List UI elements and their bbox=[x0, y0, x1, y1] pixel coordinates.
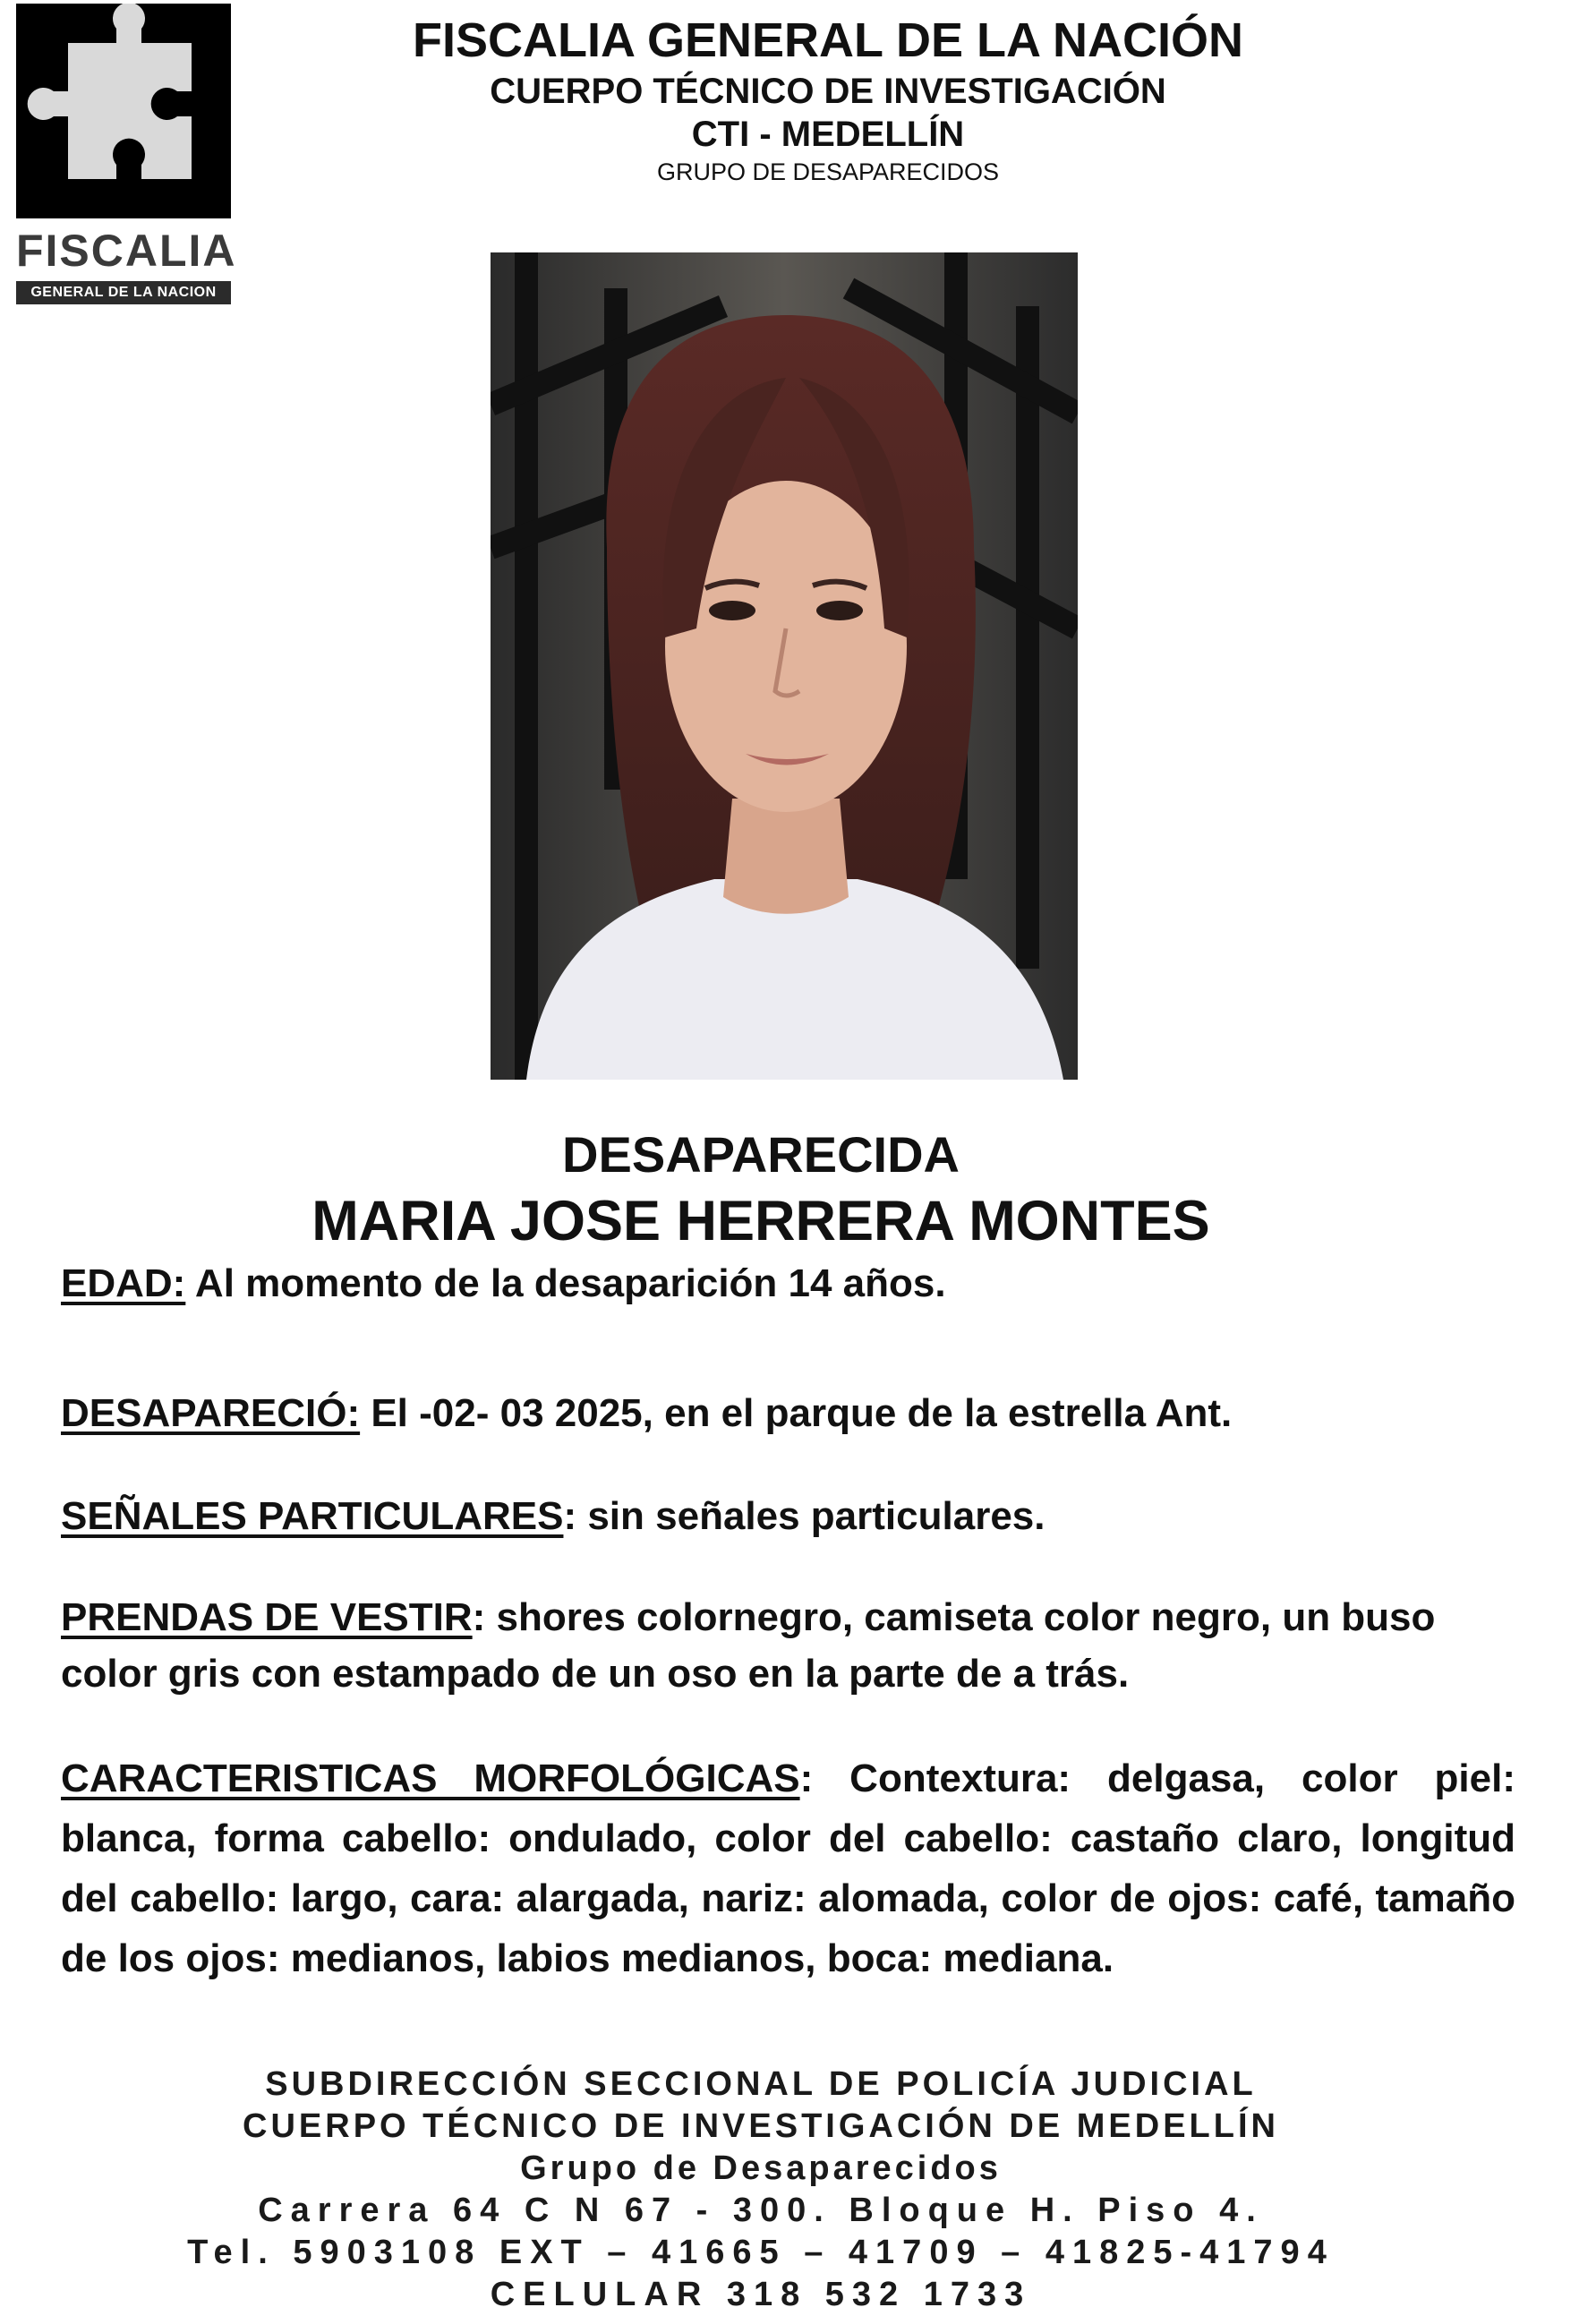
footer-line-group: Grupo de Desaparecidos bbox=[520, 2149, 1002, 2187]
header-title: FISCALIA GENERAL DE LA NACIÓN bbox=[412, 13, 1244, 67]
morphology-field bbox=[61, 1748, 1515, 1988]
clothes-field bbox=[61, 1589, 1515, 1702]
age-field bbox=[61, 1253, 1515, 1313]
logo-subtitle: GENERAL DE LA NACION bbox=[16, 281, 231, 304]
age-label: EDAD: bbox=[61, 1261, 186, 1305]
missing-status: DESAPARECIDA bbox=[562, 1126, 960, 1183]
portrait-photo bbox=[491, 252, 1078, 1080]
puzzle-piece-icon bbox=[16, 4, 231, 218]
fiscalia-logo bbox=[16, 4, 237, 306]
disappeared-label: DESAPARECIÓ: bbox=[61, 1391, 361, 1435]
footer-line-phone: Tel. 5903108 EXT – 41665 – 41709 – 41825-41794 bbox=[187, 2234, 1335, 2271]
header-group: GRUPO DE DESAPARECIDOS bbox=[656, 158, 1000, 185]
disappeared-field bbox=[61, 1383, 1515, 1443]
morphology-label: CARACTERISTICAS MORFOLÓGICAS bbox=[61, 1756, 800, 1800]
marks-field bbox=[61, 1486, 1515, 1546]
footer-line-mobile: CELULAR 318 532 1733 bbox=[490, 2276, 1032, 2313]
header-office: CTI - MEDELLÍN bbox=[691, 115, 965, 154]
footer-line-cti: CUERPO TÉCNICO DE INVESTIGACIÓN DE MEDELLÍN bbox=[243, 2107, 1279, 2145]
clothes-value: : shores colornegro, camiseta color negro, un buso color gris con estampado de un oso en la parte de a trás. bbox=[61, 1595, 1436, 1696]
header bbox=[251, 11, 1405, 188]
header-subtitle: CUERPO TÉCNICO DE INVESTIGACIÓN bbox=[490, 72, 1166, 111]
morphology-value: : Contextura: delgasa, color piel: blanca, forma cabello: ondulado, color del cabello: castaño claro, longitud del cabello: largo, cara: alargada, nariz: alomada, color de ojos: café, tamaño de los ojos: medianos, labios medianos, boca: mediana. bbox=[61, 1756, 1515, 1980]
footer bbox=[0, 2064, 1522, 2316]
marks-value: : sin señales particulares. bbox=[563, 1494, 1046, 1538]
clothes-label: PRENDAS DE VESTIR bbox=[61, 1595, 473, 1639]
logo-wordmark: FISCALIA bbox=[16, 226, 237, 276]
age-value: Al momento de la desaparición 14 años. bbox=[185, 1261, 946, 1305]
footer-line-address: Carrera 64 C N 67 - 300. Bloque H. Piso 4. bbox=[258, 2192, 1264, 2229]
marks-label: SEÑALES PARTICULARES bbox=[61, 1494, 564, 1538]
disappeared-value: El -02- 03 2025, en el parque de la estrella Ant. bbox=[360, 1391, 1233, 1435]
missing-person-name: MARIA JOSE HERRERA MONTES bbox=[312, 1190, 1210, 1252]
footer-line-unit: SUBDIRECCIÓN SECCIONAL DE POLICÍA JUDICIAL bbox=[265, 2065, 1257, 2103]
